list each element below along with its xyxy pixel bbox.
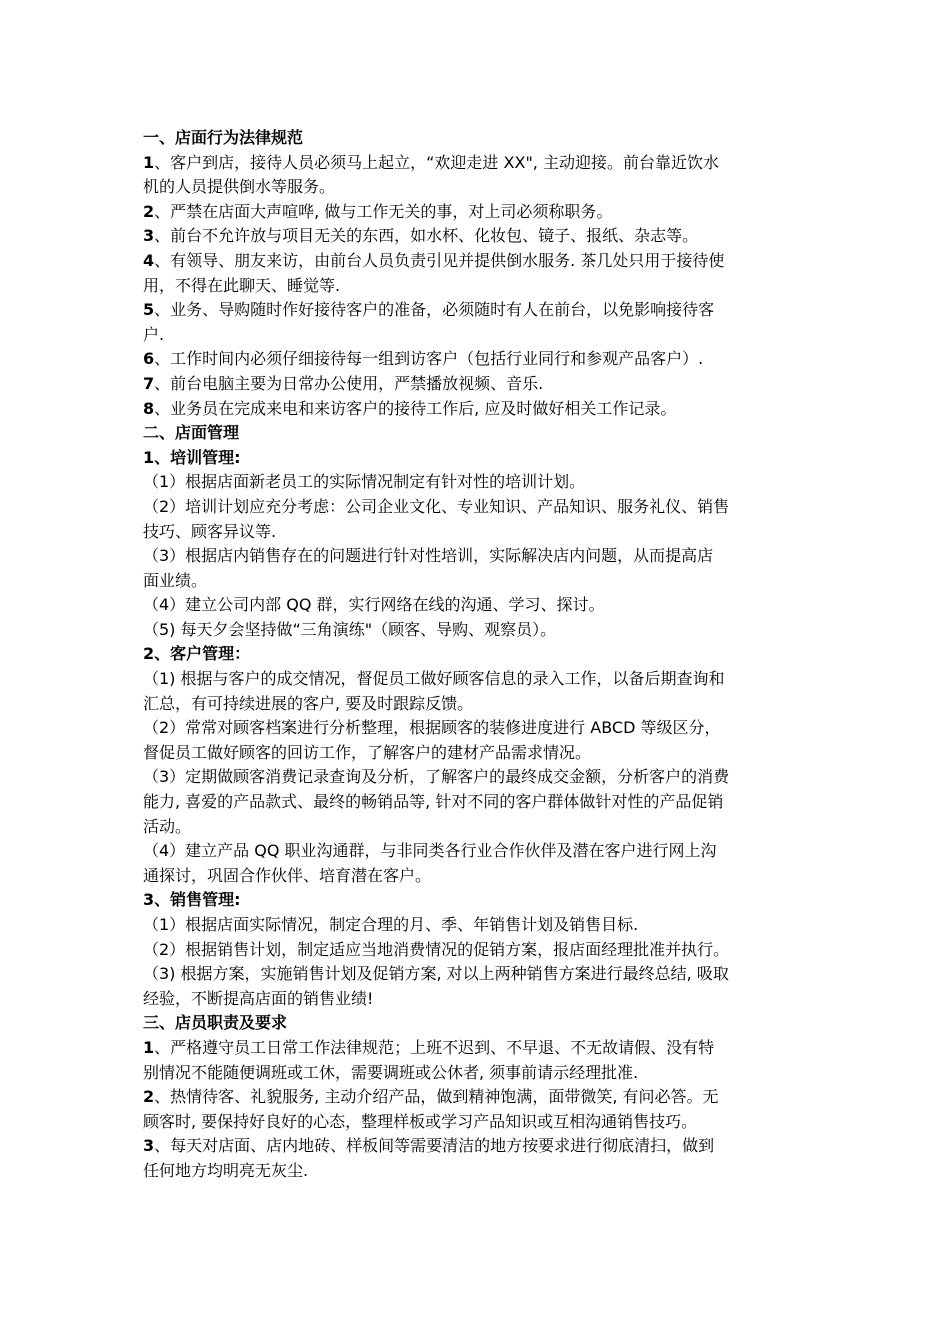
s3-item2-line1 bbox=[143, 1085, 808, 1110]
s3-item1-line1 bbox=[143, 1036, 808, 1061]
s2-sub3-line3: （3) 根据方案，实施销售计划及促销方案, 对以上两种销售方案进行最终总结, 吸取 bbox=[143, 964, 729, 984]
s1-item6-num: 6 bbox=[143, 349, 155, 369]
s2-sub2-line7: 活动。 bbox=[143, 816, 192, 836]
s2-sub2-line1: （1) 根据与客户的成交情况，督促员工做好顾客信息的录入工作，以备后期查询和 bbox=[143, 669, 725, 689]
s1-item7-num: 7 bbox=[143, 373, 155, 393]
s3-item1-num: 1 bbox=[143, 1037, 155, 1057]
s1-item5-line2: 户. bbox=[143, 324, 165, 344]
s2-sub3-title: 3、销售管理: bbox=[143, 890, 241, 910]
s3-item1-line2: 别情况不能随便调班或工休，需要调班或公休者, 须事前请示经理批准. bbox=[143, 1062, 639, 1082]
s2-sub3-line2: （2）根据销售计划，制定适应当地消费情况的促销方案，报店面经理批准并执行。 bbox=[143, 939, 730, 959]
s2-sub3-line4: 经验，不断提高店面的销售业绩! bbox=[143, 988, 374, 1008]
s1-item4-num: 4 bbox=[143, 250, 155, 270]
s2-sub2-line5: （3）定期做顾客消费记录查询及分析，了解客户的最终成交金额，分析客户的消费 bbox=[143, 767, 730, 787]
s2-sub1-line2: （2）培训计划应充分考虑：公司企业文化、专业知识、产品知识、服务礼仪、销售 bbox=[143, 496, 730, 516]
s1-item1-line2: 机的人员提供倒水等服务。 bbox=[143, 177, 336, 197]
s1-item8-text1: 、业务员在完成来电和来访客户的接待工作后, 应及时做好相关工作记录。 bbox=[154, 398, 677, 418]
s2-sub2-line3: （2）常常对顾客档案进行分析整理，根据顾客的装修进度进行 ABCD 等级区分， bbox=[143, 718, 721, 738]
s1-item3-line1 bbox=[143, 224, 808, 249]
s1-item7-line1 bbox=[143, 372, 808, 397]
s3-item3-line2: 任何地方均明亮无灰尘. bbox=[143, 1160, 309, 1180]
s3-item3-num: 3 bbox=[143, 1136, 155, 1156]
s2-sub2-line4: 督促员工做好顾客的回访工作，了解客户的建材产品需求情况。 bbox=[143, 742, 592, 762]
s3-item2-text1: 、热情待客、礼貌服务, 主动介绍产品，做到精神饱满，面带微笑, 有问必答。无 bbox=[154, 1087, 719, 1107]
s1-item1-text1: 、客户到店，接待人员必须马上起立，“欢迎走进 XX", 主动迎接。前台靠近饮水 bbox=[154, 152, 719, 172]
s1-item6-text1: 、工作时间内必须仔细接待每一组到访客户（包括行业同行和参观产品客户）. bbox=[154, 349, 704, 369]
s1-item2-num: 2 bbox=[143, 201, 155, 221]
s2-sub1-line7: （5) 每天夕会坚持做“三角演练"（顾客、导购、观察员）。 bbox=[143, 619, 557, 639]
section1-title: 一、店面行为法律规范 bbox=[143, 128, 304, 147]
s3-item1-text1: 、严格遵守员工日常工作法律规范；上班不迟到、不早退、不无故请假、没有特 bbox=[154, 1037, 715, 1057]
s1-item1-num: 1 bbox=[143, 152, 155, 172]
s1-item3-text1: 、前台不允许放与项目无关的东西，如水杯、化妆包、镜子、报纸、杂志等。 bbox=[154, 226, 699, 246]
document-page bbox=[143, 126, 808, 1184]
s2-sub3-line1: （1）根据店面实际情况，制定合理的月、季、年销售计划及销售目标. bbox=[143, 915, 639, 934]
s1-item4-text1: 、有领导、朋友来访，由前台人员负责引见并提供倒水服务. 茶几处只用于接待使 bbox=[154, 250, 725, 270]
s1-item5-text1: 、业务、导购随时作好接待客户的准备，必须随时有人在前台，以免影响接待客 bbox=[154, 300, 715, 320]
s2-sub1-line6: （4）建立公司内部 QQ 群，实行网络在线的沟通、学习、探讨。 bbox=[143, 595, 605, 615]
s3-item2-num: 2 bbox=[143, 1087, 155, 1107]
s1-item8-line1 bbox=[143, 397, 808, 422]
s1-item2-text1: 、严禁在店面大声喧哗, 做与工作无关的事，对上司必须称职务。 bbox=[154, 201, 613, 221]
s2-sub2-line9: 通探讨，巩固合作伙伴、培育潜在客户。 bbox=[143, 865, 432, 885]
s2-sub2-line2: 汇总，有可持续进展的客户, 要及时跟踪反馈。 bbox=[143, 693, 474, 713]
s1-item2-line1 bbox=[143, 200, 808, 225]
s1-item7-text1: 、前台电脑主要为日常办公使用，严禁播放视频、音乐. bbox=[154, 373, 544, 393]
s1-item4-line2: 用，不得在此聊天、睡觉等. bbox=[143, 275, 341, 295]
s2-sub1-line5: 面业绩。 bbox=[143, 570, 208, 590]
s3-item2-line2: 顾客时, 要保持好良好的心态，整理样板或学习产品知识或互相沟通销售技巧。 bbox=[143, 1111, 698, 1131]
s3-item3-line1 bbox=[143, 1134, 808, 1159]
s2-sub2-line6: 能力, 喜爱的产品款式、最终的畅销品等, 针对不同的客户群体做针对性的产品促销 bbox=[143, 792, 724, 812]
s1-item3-num: 3 bbox=[143, 226, 155, 246]
s2-sub2-line8: （4）建立产品 QQ 职业沟通群，与非同类各行业合作伙伴及潜在客户进行网上沟 bbox=[143, 841, 717, 861]
s2-sub1-line1: （1）根据店面新老员工的实际情况制定有针对性的培训计划。 bbox=[143, 472, 586, 492]
s3-item3-text1: 、每天对店面、店内地砖、样板间等需要清洁的地方按要求进行彻底清扫，做到 bbox=[154, 1136, 715, 1156]
s2-sub1-line3: 技巧、顾客异议等. bbox=[143, 521, 277, 541]
section3-title: 三、店员职责及要求 bbox=[143, 1013, 288, 1033]
section2-title: 二、店面管理 bbox=[143, 423, 240, 443]
s2-sub1-line4: （3）根据店内销售存在的问题进行针对性培训，实际解决店内问题，从而提高店 bbox=[143, 546, 714, 566]
s2-sub1-title: 1、培训管理: bbox=[143, 447, 241, 467]
s1-item4-line1 bbox=[143, 249, 808, 274]
s1-item5-line1 bbox=[143, 298, 808, 323]
s1-item6-line1 bbox=[143, 347, 808, 372]
s2-sub2-title: 2、客户管理： bbox=[143, 644, 251, 664]
s1-item8-num: 8 bbox=[143, 398, 155, 418]
s1-item5-num: 5 bbox=[143, 300, 155, 320]
s1-item1-line1 bbox=[143, 151, 808, 176]
